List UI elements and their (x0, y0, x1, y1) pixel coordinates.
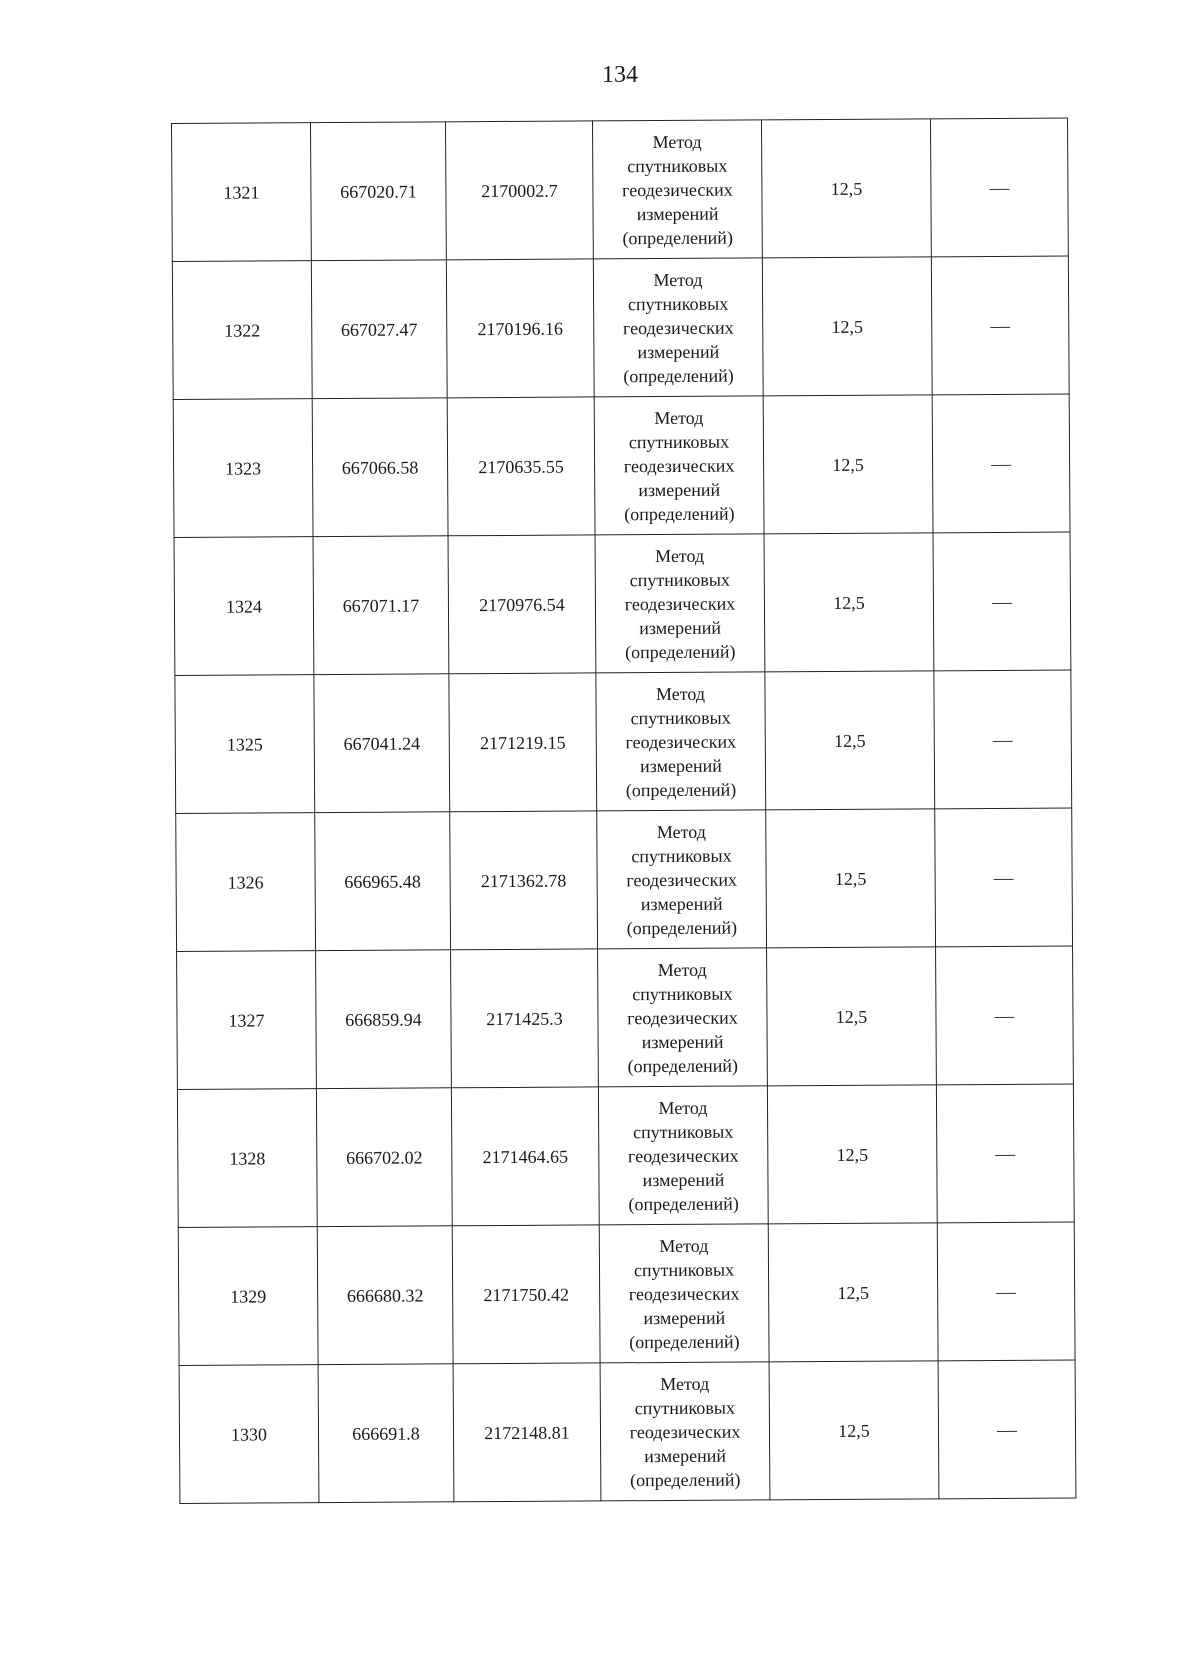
method-text-line: геодезических (622, 317, 734, 338)
table-row (178, 1222, 1075, 1365)
method-cell (592, 120, 762, 259)
method-text-line: Метод (655, 683, 706, 704)
y-coordinate-cell: 2170002.7 (445, 121, 593, 260)
method-text-line: геодезических (627, 1007, 738, 1028)
table-row (172, 118, 1069, 261)
accuracy-cell: 12,5 (768, 1223, 938, 1362)
method-text-line: спутниковых (627, 293, 729, 314)
method-text-line: спутниковых (631, 845, 732, 866)
y-coordinate-cell: 2171464.65 (451, 1087, 599, 1226)
y-coordinate-cell: 2171362.78 (450, 811, 598, 950)
dash-mark (992, 603, 1012, 604)
method-text-line: геодезических (625, 731, 737, 752)
x-coordinate-cell: 666702.02 (316, 1088, 452, 1227)
table-row (173, 394, 1070, 537)
dash-mark (997, 1431, 1017, 1432)
x-coordinate-cell: 666859.94 (316, 950, 452, 1089)
method-text-line: спутниковых (629, 569, 730, 590)
description-cell (930, 118, 1068, 257)
y-coordinate-cell: 2171425.3 (451, 949, 599, 1088)
table-body (172, 118, 1076, 1503)
dash-mark (994, 879, 1014, 880)
method-text-line: геодезических (629, 1421, 741, 1442)
method-text-line: Метод (654, 407, 704, 428)
accuracy-cell: 12,5 (769, 1361, 939, 1500)
dash-mark (991, 465, 1011, 466)
accuracy-cell: 12,5 (764, 533, 934, 672)
method-text-line: спутниковых (633, 1259, 735, 1280)
method-cell (594, 396, 764, 535)
method-text-line: Метод (660, 1373, 710, 1394)
method-text-line: измерений (639, 617, 722, 638)
method-text-line: Метод (652, 131, 702, 152)
method-text-line: измерений (642, 1169, 725, 1190)
y-coordinate-cell: 2172148.81 (453, 1363, 601, 1502)
method-text-line: спутниковых (628, 431, 730, 452)
accuracy-cell: 12,5 (765, 671, 935, 810)
dash-mark (990, 327, 1010, 328)
method-text-line: (определений) (626, 917, 738, 938)
point-number-cell: 1321 (172, 123, 312, 262)
description-cell (935, 808, 1073, 947)
x-coordinate-cell: 667066.58 (312, 398, 448, 537)
point-number-cell: 1322 (172, 261, 312, 400)
method-text-line: измерений (640, 893, 723, 914)
method-text-line: геодезических (626, 869, 737, 890)
method-text-line: спутниковых (627, 155, 728, 176)
point-number-cell: 1325 (175, 675, 315, 814)
method-cell (596, 672, 766, 811)
y-coordinate-cell: 2170635.55 (447, 397, 595, 536)
method-text-line: Метод (653, 269, 703, 290)
method-text-line: Метод (659, 1235, 709, 1256)
point-number-cell: 1326 (176, 813, 316, 952)
accuracy-cell: 12,5 (763, 395, 933, 534)
method-text-line: измерений (644, 1445, 727, 1466)
point-number-cell: 1324 (174, 537, 314, 676)
method-cell (595, 534, 765, 673)
x-coordinate-cell: 667071.17 (313, 536, 449, 675)
method-text-line: (определений) (628, 1193, 739, 1214)
method-text-line: геодезических (623, 455, 735, 476)
x-coordinate-cell: 666680.32 (317, 1226, 453, 1365)
page-number: 134 (602, 62, 638, 88)
description-cell (936, 946, 1074, 1085)
method-text-line: спутниковых (630, 707, 731, 728)
y-coordinate-cell: 2170196.16 (446, 259, 594, 398)
table-row (177, 946, 1074, 1089)
accuracy-cell: 12,5 (766, 809, 936, 948)
y-coordinate-cell: 2171219.15 (449, 673, 597, 812)
method-text-line: геодезических (624, 593, 736, 614)
coordinates-table (171, 118, 1076, 1504)
description-cell (937, 1222, 1075, 1361)
table-row (175, 670, 1072, 813)
method-text-line: измерений (637, 341, 720, 362)
table-row (179, 1360, 1076, 1503)
point-number-cell: 1330 (179, 1365, 319, 1504)
method-text-line: спутниковых (632, 983, 733, 1004)
dash-mark (993, 741, 1013, 742)
description-cell (936, 1084, 1074, 1223)
dash-mark (994, 1017, 1014, 1018)
method-cell (598, 948, 768, 1087)
description-cell (934, 670, 1072, 809)
method-cell (599, 1224, 769, 1363)
description-cell (931, 256, 1069, 395)
dash-mark (989, 189, 1009, 190)
method-text-line: (определений) (627, 1055, 739, 1076)
method-text-line: спутниковых (634, 1397, 736, 1418)
table-row (177, 1084, 1074, 1227)
description-cell (938, 1360, 1076, 1499)
description-cell (933, 532, 1071, 671)
method-text-line: измерений (643, 1307, 726, 1328)
method-text-line: (определений) (630, 1469, 741, 1490)
x-coordinate-cell: 667027.47 (311, 260, 447, 399)
method-text-line: измерений (636, 203, 719, 224)
table-row (172, 256, 1069, 399)
point-number-cell: 1327 (177, 951, 317, 1090)
method-cell (593, 258, 763, 397)
accuracy-cell: 12,5 (762, 257, 932, 396)
y-coordinate-cell: 2171750.42 (452, 1225, 600, 1364)
method-text-line: измерений (641, 1031, 724, 1052)
x-coordinate-cell: 667020.71 (311, 122, 447, 261)
method-cell (597, 810, 767, 949)
accuracy-cell: 12,5 (767, 947, 937, 1086)
description-cell (932, 394, 1070, 533)
method-text-line: Метод (658, 1097, 708, 1118)
method-text-line: (определений) (629, 1331, 740, 1352)
method-text-line: (определений) (623, 365, 734, 386)
dash-mark (996, 1293, 1016, 1294)
y-coordinate-cell: 2170976.54 (448, 535, 596, 674)
dash-mark (995, 1155, 1015, 1156)
method-cell (600, 1362, 770, 1501)
x-coordinate-cell: 666691.8 (318, 1364, 454, 1503)
method-text-line: Метод (656, 821, 706, 842)
method-text-line: Метод (655, 545, 705, 566)
method-text-line: (определений) (622, 227, 733, 248)
accuracy-cell: 12,5 (761, 119, 931, 258)
method-text-line: геодезических (622, 179, 733, 200)
method-text-line: геодезических (628, 1283, 740, 1304)
point-number-cell: 1323 (173, 399, 313, 538)
method-text-line: Метод (657, 959, 707, 980)
method-text-line: (определений) (625, 779, 737, 800)
point-number-cell: 1328 (177, 1089, 317, 1228)
method-text-line: (определений) (624, 641, 736, 662)
accuracy-cell: 12,5 (767, 1085, 937, 1224)
method-text-line: измерений (638, 479, 721, 500)
method-text-line: (определений) (624, 503, 735, 524)
table-row (174, 532, 1071, 675)
method-cell (598, 1086, 768, 1225)
table-row (176, 808, 1073, 951)
method-text-line: спутниковых (633, 1121, 734, 1142)
point-number-cell: 1329 (178, 1227, 318, 1366)
x-coordinate-cell: 667041.24 (314, 674, 450, 813)
method-text-line: геодезических (627, 1145, 739, 1166)
x-coordinate-cell: 666965.48 (315, 812, 451, 951)
method-text-line: измерений (639, 755, 722, 776)
